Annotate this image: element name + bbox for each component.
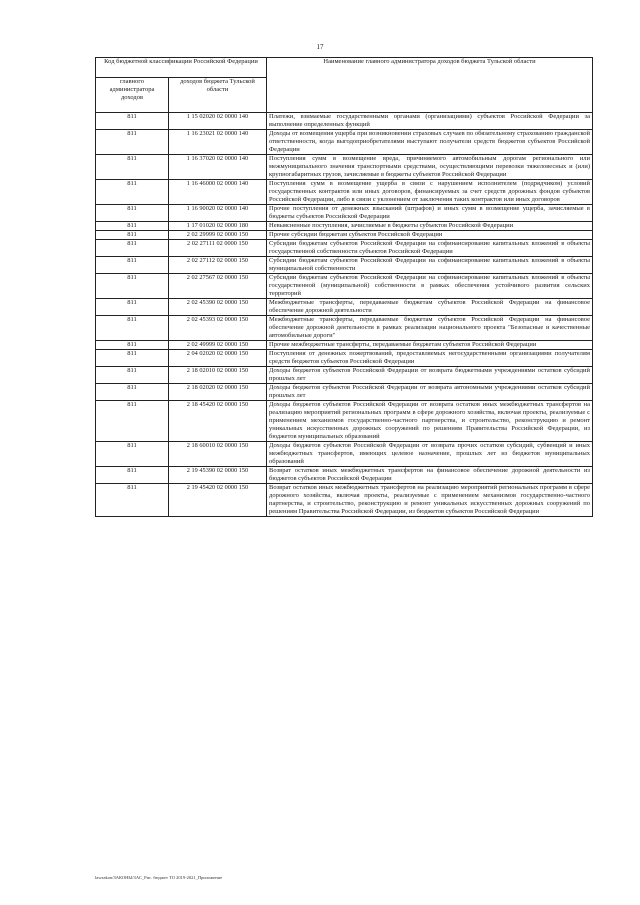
- admin-code-cell: 811: [96, 222, 169, 231]
- income-code-cell: 2 02 49999 02 0000 150: [169, 341, 267, 350]
- description-cell: Доходы бюджетов субъектов Российской Федерации от возврата автономными учреждениями остатков субсидий прошлых лет: [267, 384, 593, 401]
- admin-code-cell: 811: [96, 180, 169, 205]
- income-code-cell: 2 02 27112 02 0000 150: [169, 257, 267, 274]
- description-cell: Субсидии бюджетам субъектов Российской Федерации на софинансирование капитальных вложений в объекты государственной (муниципальной) собственности в рамках обеспечения устойчивого развития сельских территорий: [267, 274, 593, 299]
- admin-code-cell: 811: [96, 341, 169, 350]
- table-row: [96, 113, 593, 130]
- table-row: [96, 205, 593, 222]
- table-body: [96, 113, 593, 517]
- budget-classification-table: [95, 57, 593, 517]
- income-code-cell: 2 18 45420 02 0000 150: [169, 401, 267, 442]
- table-row: [96, 274, 593, 299]
- table-row: [96, 231, 593, 240]
- admin-code-cell: 811: [96, 350, 169, 367]
- table-row: [96, 350, 593, 367]
- admin-code-cell: 811: [96, 299, 169, 316]
- description-cell: Доходы бюджетов субъектов Российской Федерации от возврата остатков иных межбюджетных трансфертов на реализацию мероприятий региональных программ в сфере дорожного хозяйства, включая проекты, реализуемые с применением механизмов государственно-частного партнерства, и строительство, реконструкцию и ремонт уникальных искусственных дорожных сооружений по решениям Правительства Российской Федерации, из бюджетов муниципальных образований: [267, 401, 593, 442]
- admin-code-cell: 811: [96, 205, 169, 222]
- description-cell: Невыясненные поступления, зачисляемые в бюджеты субъектов Российской Федерации: [267, 222, 593, 231]
- description-cell: Прочие поступления от денежных взысканий (штрафов) и иных сумм в возмещение ущерба, зачисляемые в бюджеты субъектов Российской Федерации: [267, 205, 593, 222]
- page-number: 17: [316, 43, 324, 51]
- description-cell: Доходы бюджетов субъектов Российской Федерации от возврата бюджетными учреждениями остатков субсидий прошлых лет: [267, 367, 593, 384]
- income-code-cell: 2 02 45393 02 0000 150: [169, 316, 267, 341]
- description-cell: Прочие межбюджетные трансферты, передаваемые бюджетам субъектов Российской Федерации: [267, 341, 593, 350]
- income-code-cell: 2 19 45420 02 0000 150: [169, 484, 267, 517]
- admin-code-cell: 811: [96, 401, 169, 442]
- admin-code-cell: 811: [96, 240, 169, 257]
- table-row: [96, 316, 593, 341]
- description-cell: Возврат остатков иных межбюджетных трансфертов на реализацию мероприятий региональных программ в сфере дорожного хозяйства, включая проекты, реализуемые с применением механизмов государственно-частного партнерства, и строительство, реконструкцию и ремонт уникальных искусственных дорожных сооружений по решениям Правительства Российской Федерации, из бюджетов субъектов Российской Федерации: [267, 484, 593, 517]
- income-code-cell: 2 18 02010 02 0000 150: [169, 367, 267, 384]
- footer-file-path: lawzakon/ЗАКОНЫ/ЗАС_Рис. бюджет ТО 2019-2021_Приложение: [95, 875, 223, 880]
- income-code-cell: 1 15 02020 02 0000 140: [169, 113, 267, 130]
- description-cell: Межбюджетные трансферты, передаваемые бюджетам субъектов Российской Федерации на финансовое обеспечение дорожной деятельности в рамках реализации национального проекта "Безопасные и качественные автомобильные дороги": [267, 316, 593, 341]
- income-code-cell: 1 17 01020 02 0000 180: [169, 222, 267, 231]
- income-code-cell: 1 16 23021 02 0000 140: [169, 130, 267, 155]
- income-code-cell: 1 16 90020 02 0000 140: [169, 205, 267, 222]
- income-code-cell: 2 02 27111 02 0000 150: [169, 240, 267, 257]
- table-row: [96, 130, 593, 155]
- table-row: [96, 341, 593, 350]
- admin-code-cell: 811: [96, 113, 169, 130]
- description-cell: Платежи, взимаемые государственными органами (организациями) субъектов Российской Федерации за выполнение определенных функций: [267, 113, 593, 130]
- table-row: [96, 155, 593, 180]
- header-name: Наименование главного администратора доходов бюджета Тульской области: [267, 58, 593, 113]
- admin-code-cell: 811: [96, 384, 169, 401]
- admin-code-cell: 811: [96, 274, 169, 299]
- description-cell: Субсидии бюджетам субъектов Российской Федерации на софинансирование капитальных вложений в объекты государственной собственности субъектов Российской Федерации: [267, 240, 593, 257]
- income-code-cell: 2 04 02020 02 0000 150: [169, 350, 267, 367]
- table-row: [96, 240, 593, 257]
- table-row: [96, 257, 593, 274]
- income-code-cell: 1 16 46000 02 0000 140: [169, 180, 267, 205]
- admin-code-cell: 811: [96, 130, 169, 155]
- table-row: [96, 401, 593, 442]
- admin-code-cell: 811: [96, 155, 169, 180]
- income-code-cell: 2 02 27567 02 0000 150: [169, 274, 267, 299]
- table-row: [96, 299, 593, 316]
- description-cell: Возврат остатков иных межбюджетных трансфертов на финансовое обеспечение дорожной деятельности из бюджетов субъектов Российской Федерации: [267, 467, 593, 484]
- table-row: [96, 442, 593, 467]
- income-code-cell: 2 19 45390 02 0000 150: [169, 467, 267, 484]
- description-cell: Субсидии бюджетам субъектов Российской Федерации на софинансирование капитальных вложений в объекты муниципальной собственности: [267, 257, 593, 274]
- description-cell: Доходы бюджетов субъектов Российской Федерации от возврата прочих остатков субсидий, субвенций и иных межбюджетных трансфертов, имеющих целевое назначение, прошлых лет из бюджетов муниципальных образований: [267, 442, 593, 467]
- header-code: Код бюджетной классификации Российской Федерации: [96, 58, 267, 78]
- income-code-cell: 2 18 60010 02 0000 150: [169, 442, 267, 467]
- income-code-cell: 2 18 02020 02 0000 150: [169, 384, 267, 401]
- table-row: [96, 484, 593, 517]
- admin-code-cell: 811: [96, 442, 169, 467]
- description-cell: Поступления от денежных пожертвований, предоставляемых негосударственными организациями получателям средств бюджетов субъектов Российской Федерации: [267, 350, 593, 367]
- income-code-cell: 2 02 29999 02 0000 150: [169, 231, 267, 240]
- description-cell: Поступления сумм в возмещение вреда, причиняемого автомобильным дорогам регионального или межмуниципального значения транспортными средствами, осуществляющими перевозки тяжеловесных и (или) крупногабаритных грузов, зачисляемые в бюджеты субъектов Российской Федерации: [267, 155, 593, 180]
- description-cell: Доходы от возмещения ущерба при возникновении страховых случаев по обязательному страхованию гражданской ответственности, когда выгодоприобретателями выступают получатели средств бюджетов субъектов Российской Федерации: [267, 130, 593, 155]
- table-row: [96, 222, 593, 231]
- description-cell: Межбюджетные трансферты, передаваемые бюджетам субъектов Российской Федерации на финансовое обеспечение дорожной деятельности: [267, 299, 593, 316]
- admin-code-cell: 811: [96, 231, 169, 240]
- income-code-cell: 2 02 45390 02 0000 150: [169, 299, 267, 316]
- admin-code-cell: 811: [96, 316, 169, 341]
- subheader-admin: главного администратора доходов: [96, 78, 169, 113]
- table-row: [96, 467, 593, 484]
- admin-code-cell: 811: [96, 367, 169, 384]
- table-row: [96, 367, 593, 384]
- table-row: [96, 384, 593, 401]
- description-cell: Прочие субсидии бюджетам субъектов Российской Федерации: [267, 231, 593, 240]
- admin-code-cell: 811: [96, 257, 169, 274]
- admin-code-cell: 811: [96, 484, 169, 517]
- table-row: [96, 180, 593, 205]
- description-cell: Поступления сумм в возмещение ущерба в связи с нарушением исполнителем (подрядчиком) условий государственных контрактов или иных договоров, финансируемых за счет средств дорожных фондов субъектов Российской Федерации, либо в связи с уклонением от заключения таких контрактов или иных договоров: [267, 180, 593, 205]
- subheader-income: доходов бюджета Тульской области: [169, 78, 267, 113]
- admin-code-cell: 811: [96, 467, 169, 484]
- income-code-cell: 1 16 37020 02 0000 140: [169, 155, 267, 180]
